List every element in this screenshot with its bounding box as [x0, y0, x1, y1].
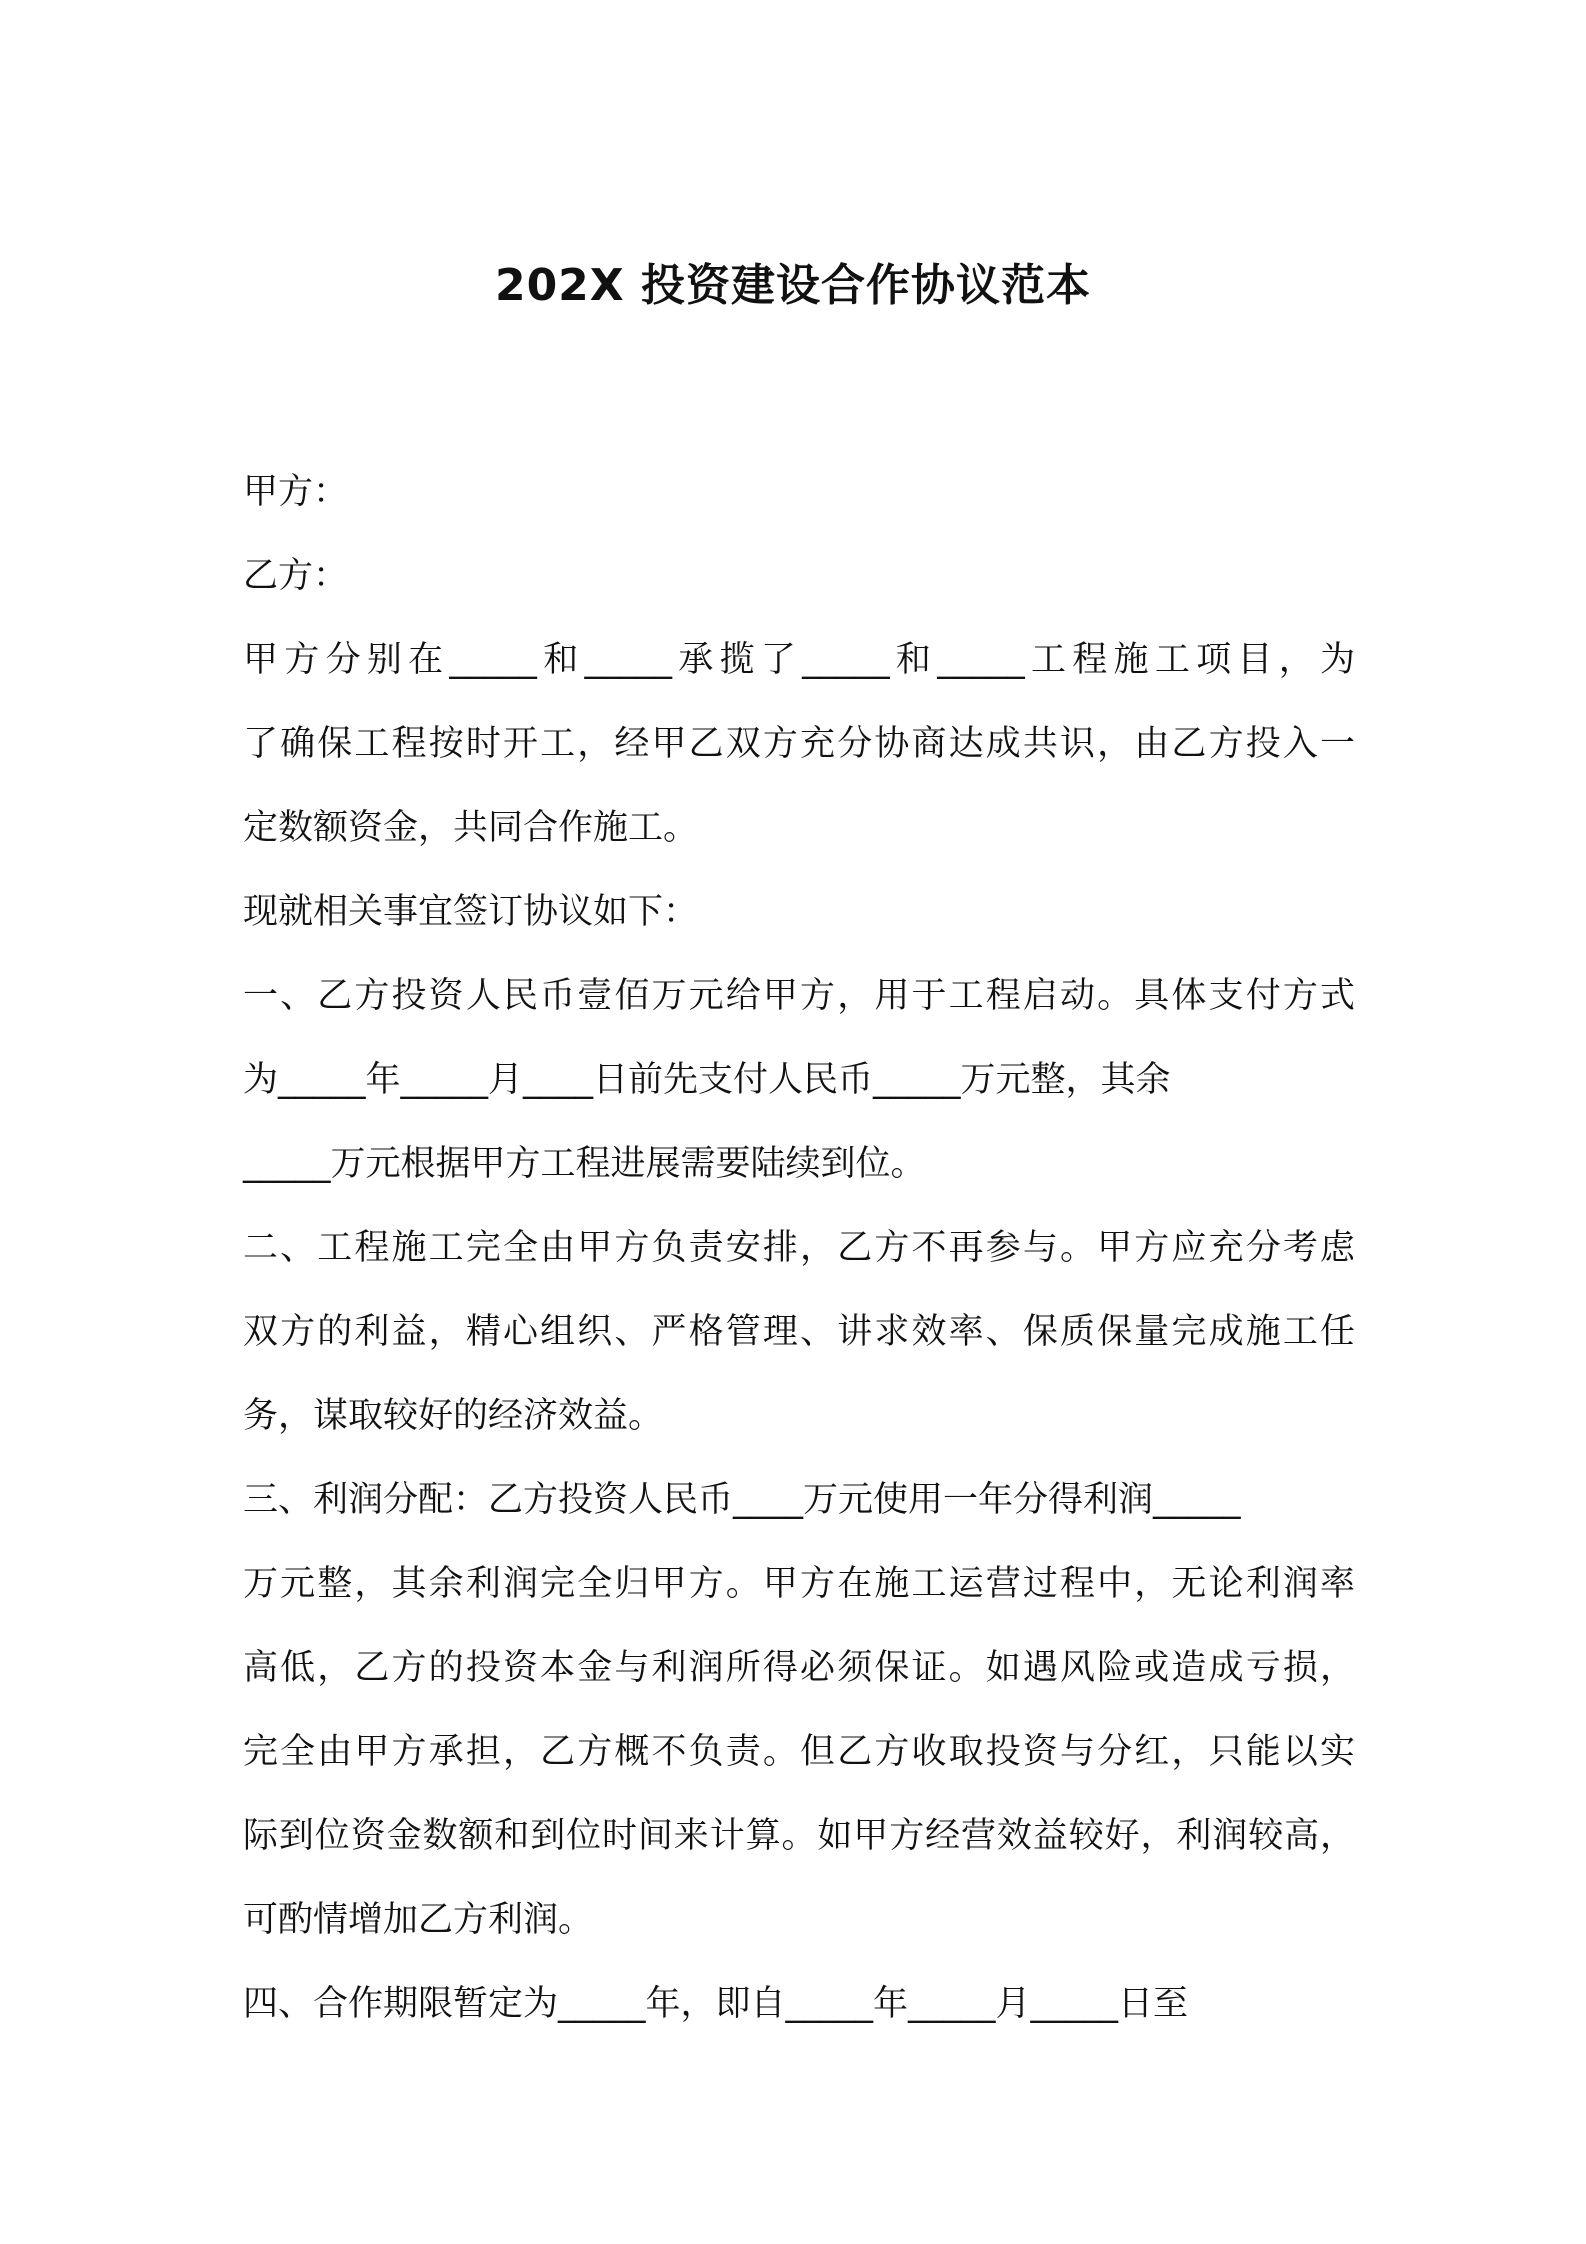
text-line: 了确保工程按时开工，经甲乙双方充分协商达成共识，由乙方投入一	[243, 724, 1355, 764]
document-body	[243, 450, 1355, 2046]
text-line: 可酌情增加乙方利润。	[243, 1900, 594, 1940]
text-line: 为_____年_____月____日前先支付人民币_____万元整，其余	[243, 1060, 1171, 1100]
text-line: 甲方分别在_____和_____承揽了_____和_____工程施工项目，为	[243, 640, 1355, 680]
text-line: 务，谋取较好的经济效益。	[243, 1396, 664, 1436]
text-line: 现就相关事宜签订协议如下：	[243, 892, 699, 932]
text-line: 乙方：	[243, 556, 349, 596]
text-line: 四、合作期限暂定为_____年，即自_____年_____月_____日至	[243, 1984, 1189, 2024]
text-line: 一、乙方投资人民币壹佰万元给甲方，用于工程启动。具体支付方式	[243, 976, 1355, 1016]
text-line: 高低，乙方的投资本金与利润所得必须保证。如遇风险或造成亏损，	[243, 1648, 1355, 1688]
text-line: 二、工程施工完全由甲方负责安排，乙方不再参与。甲方应充分考虑	[243, 1228, 1355, 1268]
text-line: 定数额资金，共同合作施工。	[243, 808, 699, 848]
text-line: 际到位资金数额和到位时间来计算。如甲方经营效益较好，利润较高，	[243, 1816, 1355, 1856]
document-title: 202X 投资建设合作协议范本	[494, 260, 1092, 311]
text-line: _____万元根据甲方工程进展需要陆续到位。	[243, 1144, 926, 1184]
text-line: 完全由甲方承担，乙方概不负责。但乙方收取投资与分红，只能以实	[243, 1732, 1355, 1772]
text-line: 甲方：	[243, 472, 349, 512]
text-line: 双方的利益，精心组织、严格管理、讲求效率、保质保量完成施工任	[243, 1312, 1355, 1352]
text-line: 万元整，其余利润完全归甲方。甲方在施工运营过程中，无论利润率	[243, 1564, 1355, 1604]
text-line: 三、利润分配：乙方投资人民币____万元使用一年分得利润_____	[243, 1480, 1241, 1520]
